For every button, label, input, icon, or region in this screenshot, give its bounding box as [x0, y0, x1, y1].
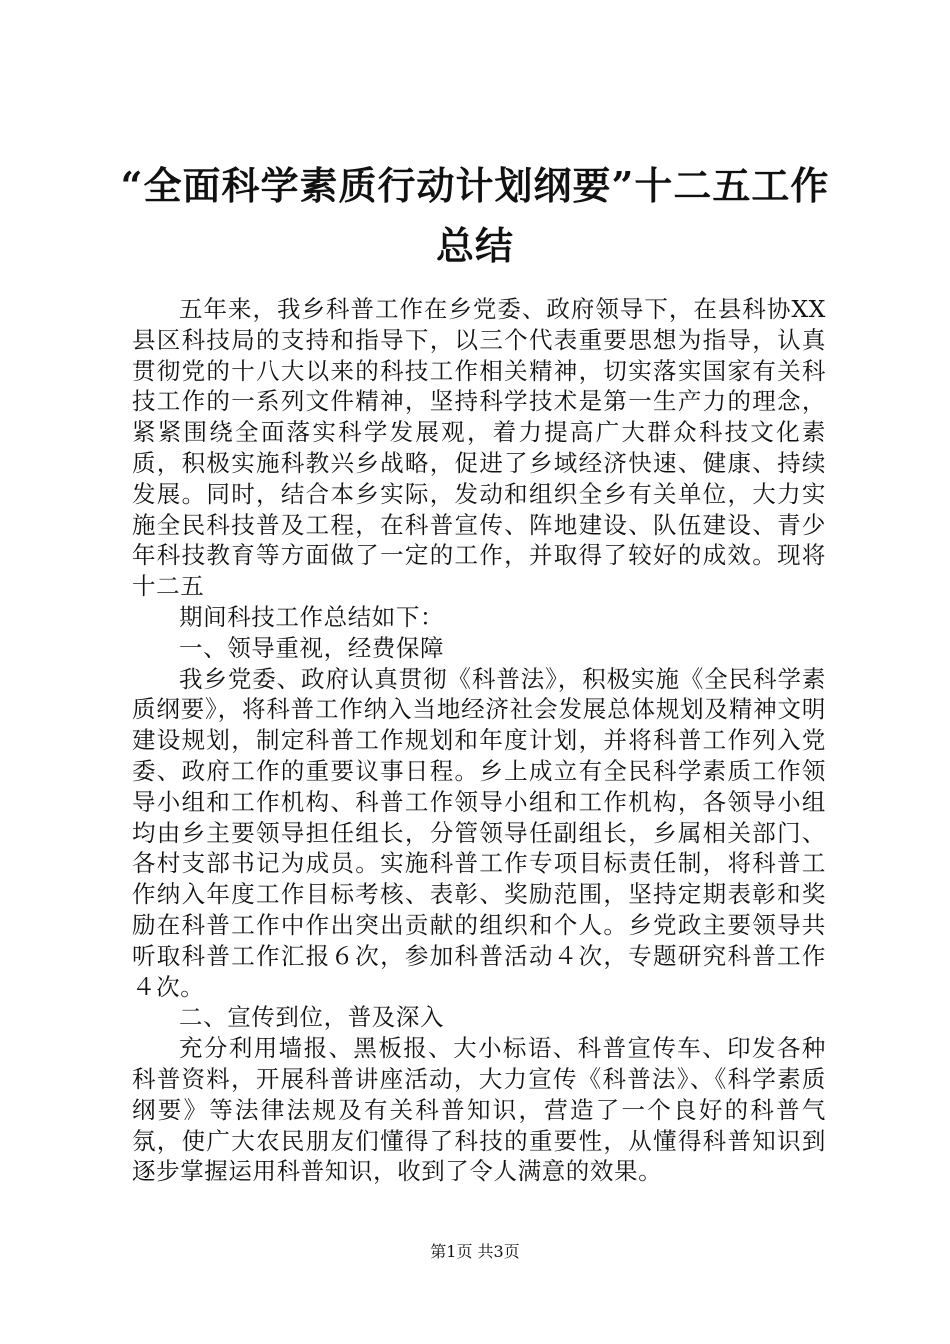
- summary-lead-paragraph: 期间科技工作总结如下：: [179, 602, 445, 631]
- page-footer: 第1页 共3页: [430, 1242, 520, 1261]
- intro-paragraph: 五年来，我乡科普工作在乡党委、政府领导下，在县科协XX县区科技局的支持和指导下，以三个代表重要思想为指导，认真贯彻党的十八大以来的科技工作相关精神，切实落实国家有关科技工作的一系列文件精神，坚持科学技术是第一生产力的理念，紧紧围绕全面落实科学发展观，着力提高广大群众科技文化素质，积极实施科教兴乡战略，促进了乡域经济快速、健康、持续发展。同时，结合本乡实际，发动和组织全乡有关单位，大力实施全民科技普及工程，在科普宣传、阵地建设、队伍建设、青少年科技教育等方面做了一定的工作，并取得了较好的成效。现将十二五: [132, 295, 826, 601]
- section-heading-1: 一、领导重视，经费保障: [179, 633, 445, 662]
- section-2-paragraph: 充分利用墙报、黑板报、大小标语、科普宣传车、印发各种科普资料，开展科普讲座活动，大力宣传《科普法》、《科学素质纲要》等法律法规及有关科普知识，营造了一个良好的科普气氛，使广大农民朋友们懂得了科技的重要性，从懂得科普知识到逐步掌握运用科普知识，收到了令人满意的效果。: [132, 1034, 826, 1186]
- document-body: [132, 294, 826, 1187]
- section-1-paragraph: 我乡党委、政府认真贯彻《科普法》，积极实施《全民科学素质纲要》，将科普工作纳入当地经济社会发展总体规划及精神文明建设规划，制定科普工作规划和年度计划，并将科普工作列入党委、政府工作的重要议事日程。乡上成立有全民科学素质工作领导小组和工作机构、科普工作领导小组和工作机构，各领导小组均由乡主要领导担任组长，分管领导任副组长，乡属相关部门、各村支部书记为成员。实施科普工作专项目标责任制，将科普工作纳入年度工作目标考核、表彰、奖励范围，坚持定期表彰和奖励在科普工作中作出突出贡献的组织和个人。乡党政主要领导共听取科普工作汇报６次，参加科普活动４次，专题研究科普工作４次。: [132, 664, 826, 1001]
- section-heading-2: 二、宣传到位，普及深入: [179, 1003, 445, 1032]
- document-title: “全面科学素质行动计划纲要”十二五工作总结: [120, 163, 830, 268]
